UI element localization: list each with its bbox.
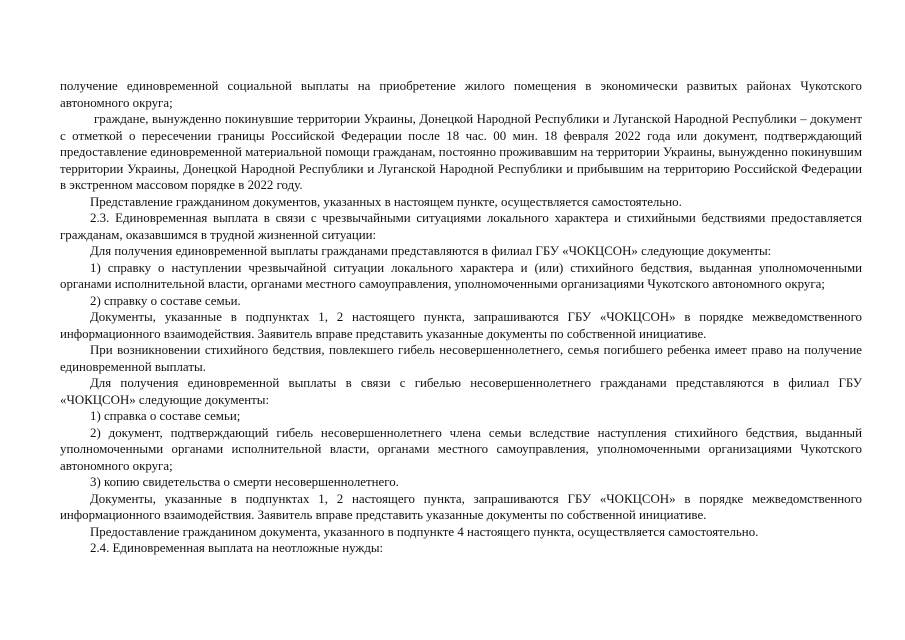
paragraph: граждане, вынужденно покинувшие территории Украины, Донецкой Народной Республики и Луганской Народной Республики – документ с отметкой о пересечении границы Российской Федерации после 18 час. 00 мин. 18 февраля 2022 года или документ, подтверждающий предоставление единовременной материальной помощи гражданам, постоянно проживавшим на территории Украины, вынужденно покинувшим территории Украины, Донецкой Народной Республики и Луганской Народной Республики и прибывшим на территорию Российской Федерации в экстренном массовом порядке в 2022 году.: [60, 112, 862, 192]
paragraph: Документы, указанные в подпунктах 1, 2 настоящего пункта, запрашиваются ГБУ «ЧОКЦСОН» в порядке межведомственного информационного взаимодействия. Заявитель вправе представить указанные документы по собственной инициативе.: [60, 491, 862, 522]
paragraph: Для получения единовременной выплаты в связи с гибелью несовершеннолетнего гражданами представляются в филиал ГБУ «ЧОКЦСОН» следующие документы:: [60, 376, 862, 407]
list-item: 1) справка о составе семьи;: [90, 409, 241, 423]
section-heading-2-3: 2.3. Единовременная выплата в связи с чрезвычайными ситуациями локального характера и стихийными бедствиями предоставляется гражданам, оказавшимся в трудной жизненной ситуации:: [60, 211, 862, 242]
list-item: 2) документ, подтверждающий гибель несовершеннолетнего члена семьи вследствие наступления стихийного бедствия, выданный уполномоченными органами исполнительной власти, органами местного самоуправления, уполномоченными организациями Чукотского автономного округа;: [60, 425, 862, 473]
paragraph: получение единовременной социальной выплаты на приобретение жилого помещения в экономически развитых районах Чукотского автономного округа;: [60, 79, 862, 110]
section-heading-2-4: 2.4. Единовременная выплата на неотложные нужды:: [90, 541, 384, 555]
list-item: 1) справку о наступлении чрезвычайной ситуации локального характера и (или) стихийного бедствия, выданная уполномоченными органами исполнительной власти, органами местного самоуправления, уполномоченными организациями Чукотского автономного округа;: [60, 260, 862, 291]
paragraph: Представление гражданином документов, указанных в настоящем пункте, осуществляется самостоятельно.: [90, 194, 682, 209]
paragraph: Для получения единовременной выплаты гражданами представляются в филиал ГБУ «ЧОКЦСОН» следующие документы:: [90, 244, 772, 258]
list-item: 3) копию свидетельства о смерти несовершеннолетнего.: [90, 475, 399, 489]
paragraph: Предоставление гражданином документа, указанного в подпункте 4 настоящего пункта, осуществляется самостоятельно.: [90, 524, 759, 539]
paragraph: Документы, указанные в подпунктах 1, 2 настоящего пункта, запрашиваются ГБУ «ЧОКЦСОН» в порядке межведомственного информационного взаимодействия. Заявитель вправе представить указанные документы по собственной инициативе.: [60, 310, 862, 341]
list-item: 2) справку о составе семьи.: [90, 293, 241, 308]
document-body: [60, 78, 862, 557]
paragraph: При возникновении стихийного бедствия, повлекшего гибель несовершеннолетнего, семья погибшего ребенка имеет право на получение единовременной выплаты.: [60, 343, 862, 374]
